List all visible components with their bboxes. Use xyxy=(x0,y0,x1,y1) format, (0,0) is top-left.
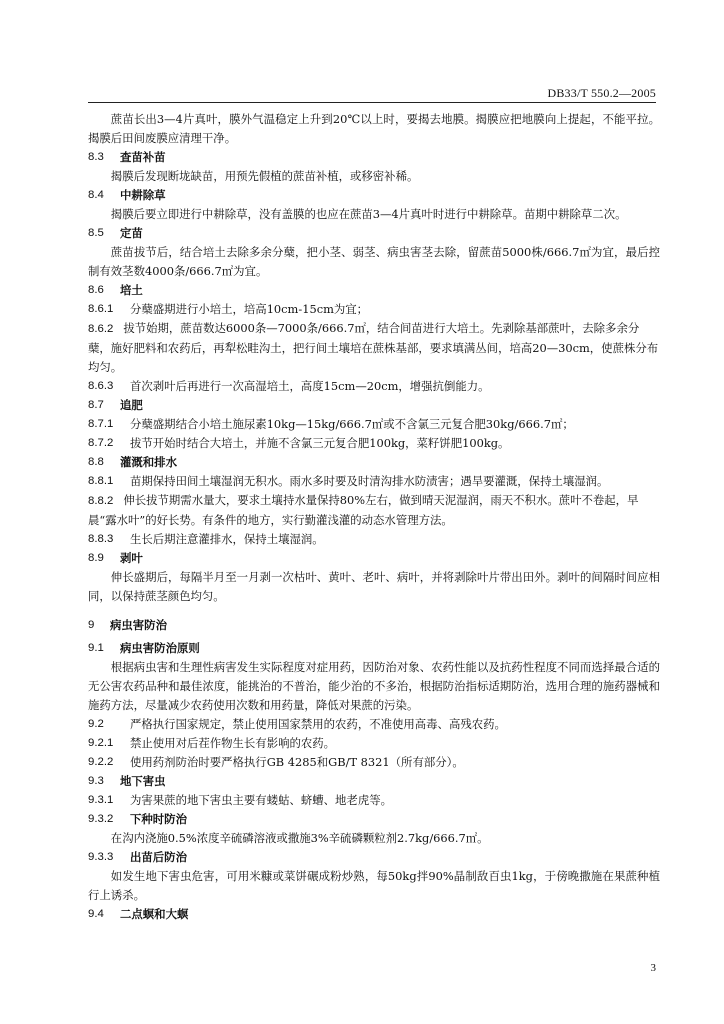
clause-number: 8.8.2 xyxy=(88,495,114,507)
section-title: 追肥 xyxy=(120,398,143,412)
clause-number: 8.7.2 xyxy=(88,437,114,449)
clause xyxy=(88,491,660,530)
section-number: 8.4 xyxy=(88,189,104,201)
clause-number: 8.7.1 xyxy=(88,418,114,430)
section-heading xyxy=(88,396,660,415)
page-number: 3 xyxy=(650,962,656,974)
clause-text: 拔节始期，蔗苗数达6000条—7000条/666.7㎡，结合间苗进行大培土。先剥除基部蔗叶，去除多余分蘖，施好肥料和农药后，再犁松畦沟土，把行间土壤培在蔗株基部，要求填满丛间，培高20—30cm，使蔗株分布均匀。 xyxy=(88,321,659,374)
paragraph: 揭膜后要立即进行中耕除草，没有盖膜的也应在蔗苗3—4片真叶时进行中耕除草。苗期中耕除草二次。 xyxy=(110,207,627,221)
clause xyxy=(88,300,660,319)
page-body xyxy=(88,110,660,924)
clause-number: 8.8.3 xyxy=(88,533,114,545)
clause-text: 为害果蔗的地下害虫主要有蝼蛄、蛴螬、地老虎等。 xyxy=(130,793,392,807)
section-heading xyxy=(88,148,660,167)
section-title: 查苗补苗 xyxy=(120,150,166,164)
section-number: 8.3 xyxy=(88,151,104,163)
clause xyxy=(88,791,660,810)
section-number: 9.3.2 xyxy=(88,813,114,825)
section-heading xyxy=(88,848,660,867)
clause-number: 8.6.1 xyxy=(88,303,114,315)
section-title: 地下害虫 xyxy=(120,774,166,788)
paragraph: 在沟内浇施0.5%浓度辛硫磷溶液或撒施3%辛硫磷颗粒剂2.7kg/666.7㎡。 xyxy=(110,831,489,845)
clause xyxy=(88,434,660,453)
section-number: 8.8 xyxy=(88,456,104,468)
clause xyxy=(88,415,660,434)
clause-text: 首次剥叶后再进行一次高湿培土，高度15cm—20cm，增强抗倒能力。 xyxy=(130,379,490,393)
clause-number: 9.2 xyxy=(88,718,104,730)
section-heading xyxy=(88,905,660,924)
section-number: 9.1 xyxy=(88,642,104,654)
clause-number: 9.2.1 xyxy=(88,737,114,749)
chapter-heading xyxy=(88,616,660,635)
section-title: 剥叶 xyxy=(120,551,143,565)
clause-text: 分蘖盛期结合小培土施尿素10kg—15kg/666.7㎡或不含氯三元复合肥30kg/666.7㎡； xyxy=(130,417,574,431)
section-number: 8.7 xyxy=(88,399,104,411)
chapter-title: 病虫害防治 xyxy=(110,618,167,632)
clause-number: 9.2.2 xyxy=(88,756,114,768)
chapter-number: 9 xyxy=(88,619,95,631)
section-heading xyxy=(88,281,660,300)
clause xyxy=(88,753,660,772)
clause xyxy=(88,734,660,753)
section-heading xyxy=(88,453,660,472)
section-heading xyxy=(88,224,660,243)
section-title: 灌溉和排水 xyxy=(120,455,177,469)
section-heading xyxy=(88,639,660,658)
clause xyxy=(88,715,660,734)
clause-text: 使用药剂防治时要严格执行GB 4285和GB/T 8321（所有部分）。 xyxy=(130,755,464,769)
clause xyxy=(88,472,660,491)
section-title: 下种时防治 xyxy=(130,812,187,826)
standard-code: DB33/T 550.2—2005 xyxy=(547,86,656,100)
paragraph: 蔗苗长出3—4片真叶，膜外气温稳定上升到20℃以上时，要揭去地膜。揭膜应把地膜向上提起，不能平拉。揭膜后田间废膜应清理干净。 xyxy=(88,112,660,145)
paragraph: 揭膜后发现断垅缺苗，用预先假植的蔗苗补植，或移密补稀。 xyxy=(110,169,419,183)
section-number: 9.4 xyxy=(88,908,104,920)
section-heading xyxy=(88,186,660,205)
section-title: 病虫害防治原则 xyxy=(120,641,200,655)
clause-text: 严格执行国家规定，禁止使用国家禁用的农药，不准使用高毒、高残农药。 xyxy=(130,717,506,731)
paragraph: 根据病虫害和生理性病害发生实际程度对症用药，因防治对象、农药性能以及抗药性程度不同而选择最合适的无公害农药品种和最佳浓度，能挑治的不普治，能少治的不多治，根据防治指标适期防治，选用合理的施药器械和施药方法，尽量减少农药使用次数和用药量，降低对果蔗的污染。 xyxy=(88,660,660,712)
header-rule xyxy=(88,102,656,103)
section-number: 8.5 xyxy=(88,227,104,239)
section-number: 8.6 xyxy=(88,284,104,296)
clause xyxy=(88,377,660,396)
clause-text: 伸长拔节期需水量大，要求土壤持水量保持80%左右，做到晴天泥湿润，雨天不积水。蔗叶不卷起，早晨“露水叶”的好长势。有条件的地方，实行勤灌浅灌的动态水管理方法。 xyxy=(88,493,639,527)
clause xyxy=(88,530,660,549)
clause-number: 8.6.3 xyxy=(88,380,114,392)
clause-number: 9.3.1 xyxy=(88,794,114,806)
clause-text: 分蘖盛期进行小培土，培高10cm-15cm为宜； xyxy=(130,302,369,316)
clause-text: 苗期保持田间土壤湿润无积水。雨水多时要及时清沟排水防渍害；遇旱要灌溉，保持土壤湿润。 xyxy=(130,474,609,488)
section-title: 出苗后防治 xyxy=(130,850,187,864)
paragraph: 蔗苗拔节后，结合培土去除多余分蘖，把小茎、弱茎、病虫害茎去除，留蔗苗5000株/666.7㎡为宜，最后控制有效茎数4000条/666.7㎡为宜。 xyxy=(88,245,660,278)
paragraph: 伸长盛期后，每隔半月至一月剥一次枯叶、黄叶、老叶、病叶，并将剥除叶片带出田外。剥叶的间隔时间应相同，以保持蔗茎颜色均匀。 xyxy=(88,570,660,603)
section-title: 定苗 xyxy=(120,226,143,240)
clause-number: 8.8.1 xyxy=(88,475,114,487)
section-number: 9.3.3 xyxy=(88,851,114,863)
paragraph: 如发生地下害虫危害，可用米糠或菜饼碾成粉炒熟，每50kg拌90%晶制敌百虫1kg，于傍晚撒施在果蔗种植行上诱杀。 xyxy=(88,869,660,902)
section-title: 中耕除草 xyxy=(120,188,166,202)
section-heading xyxy=(88,549,660,568)
section-heading xyxy=(88,772,660,791)
section-heading xyxy=(88,810,660,829)
section-title: 二点螟和大螟 xyxy=(120,907,189,921)
clause-number: 8.6.2 xyxy=(88,323,114,335)
clause-text: 禁止使用对后茬作物生长有影响的农药。 xyxy=(130,736,336,750)
section-number: 9.3 xyxy=(88,775,104,787)
section-number: 8.9 xyxy=(88,552,104,564)
section-title: 培土 xyxy=(120,283,143,297)
clause-text: 生长后期注意灌排水，保持土壤湿润。 xyxy=(130,532,324,546)
clause xyxy=(88,319,660,377)
clause-text: 拔节开始时结合大培土，并施不含氯三元复合肥100kg，菜籽饼肥100kg。 xyxy=(130,436,510,450)
